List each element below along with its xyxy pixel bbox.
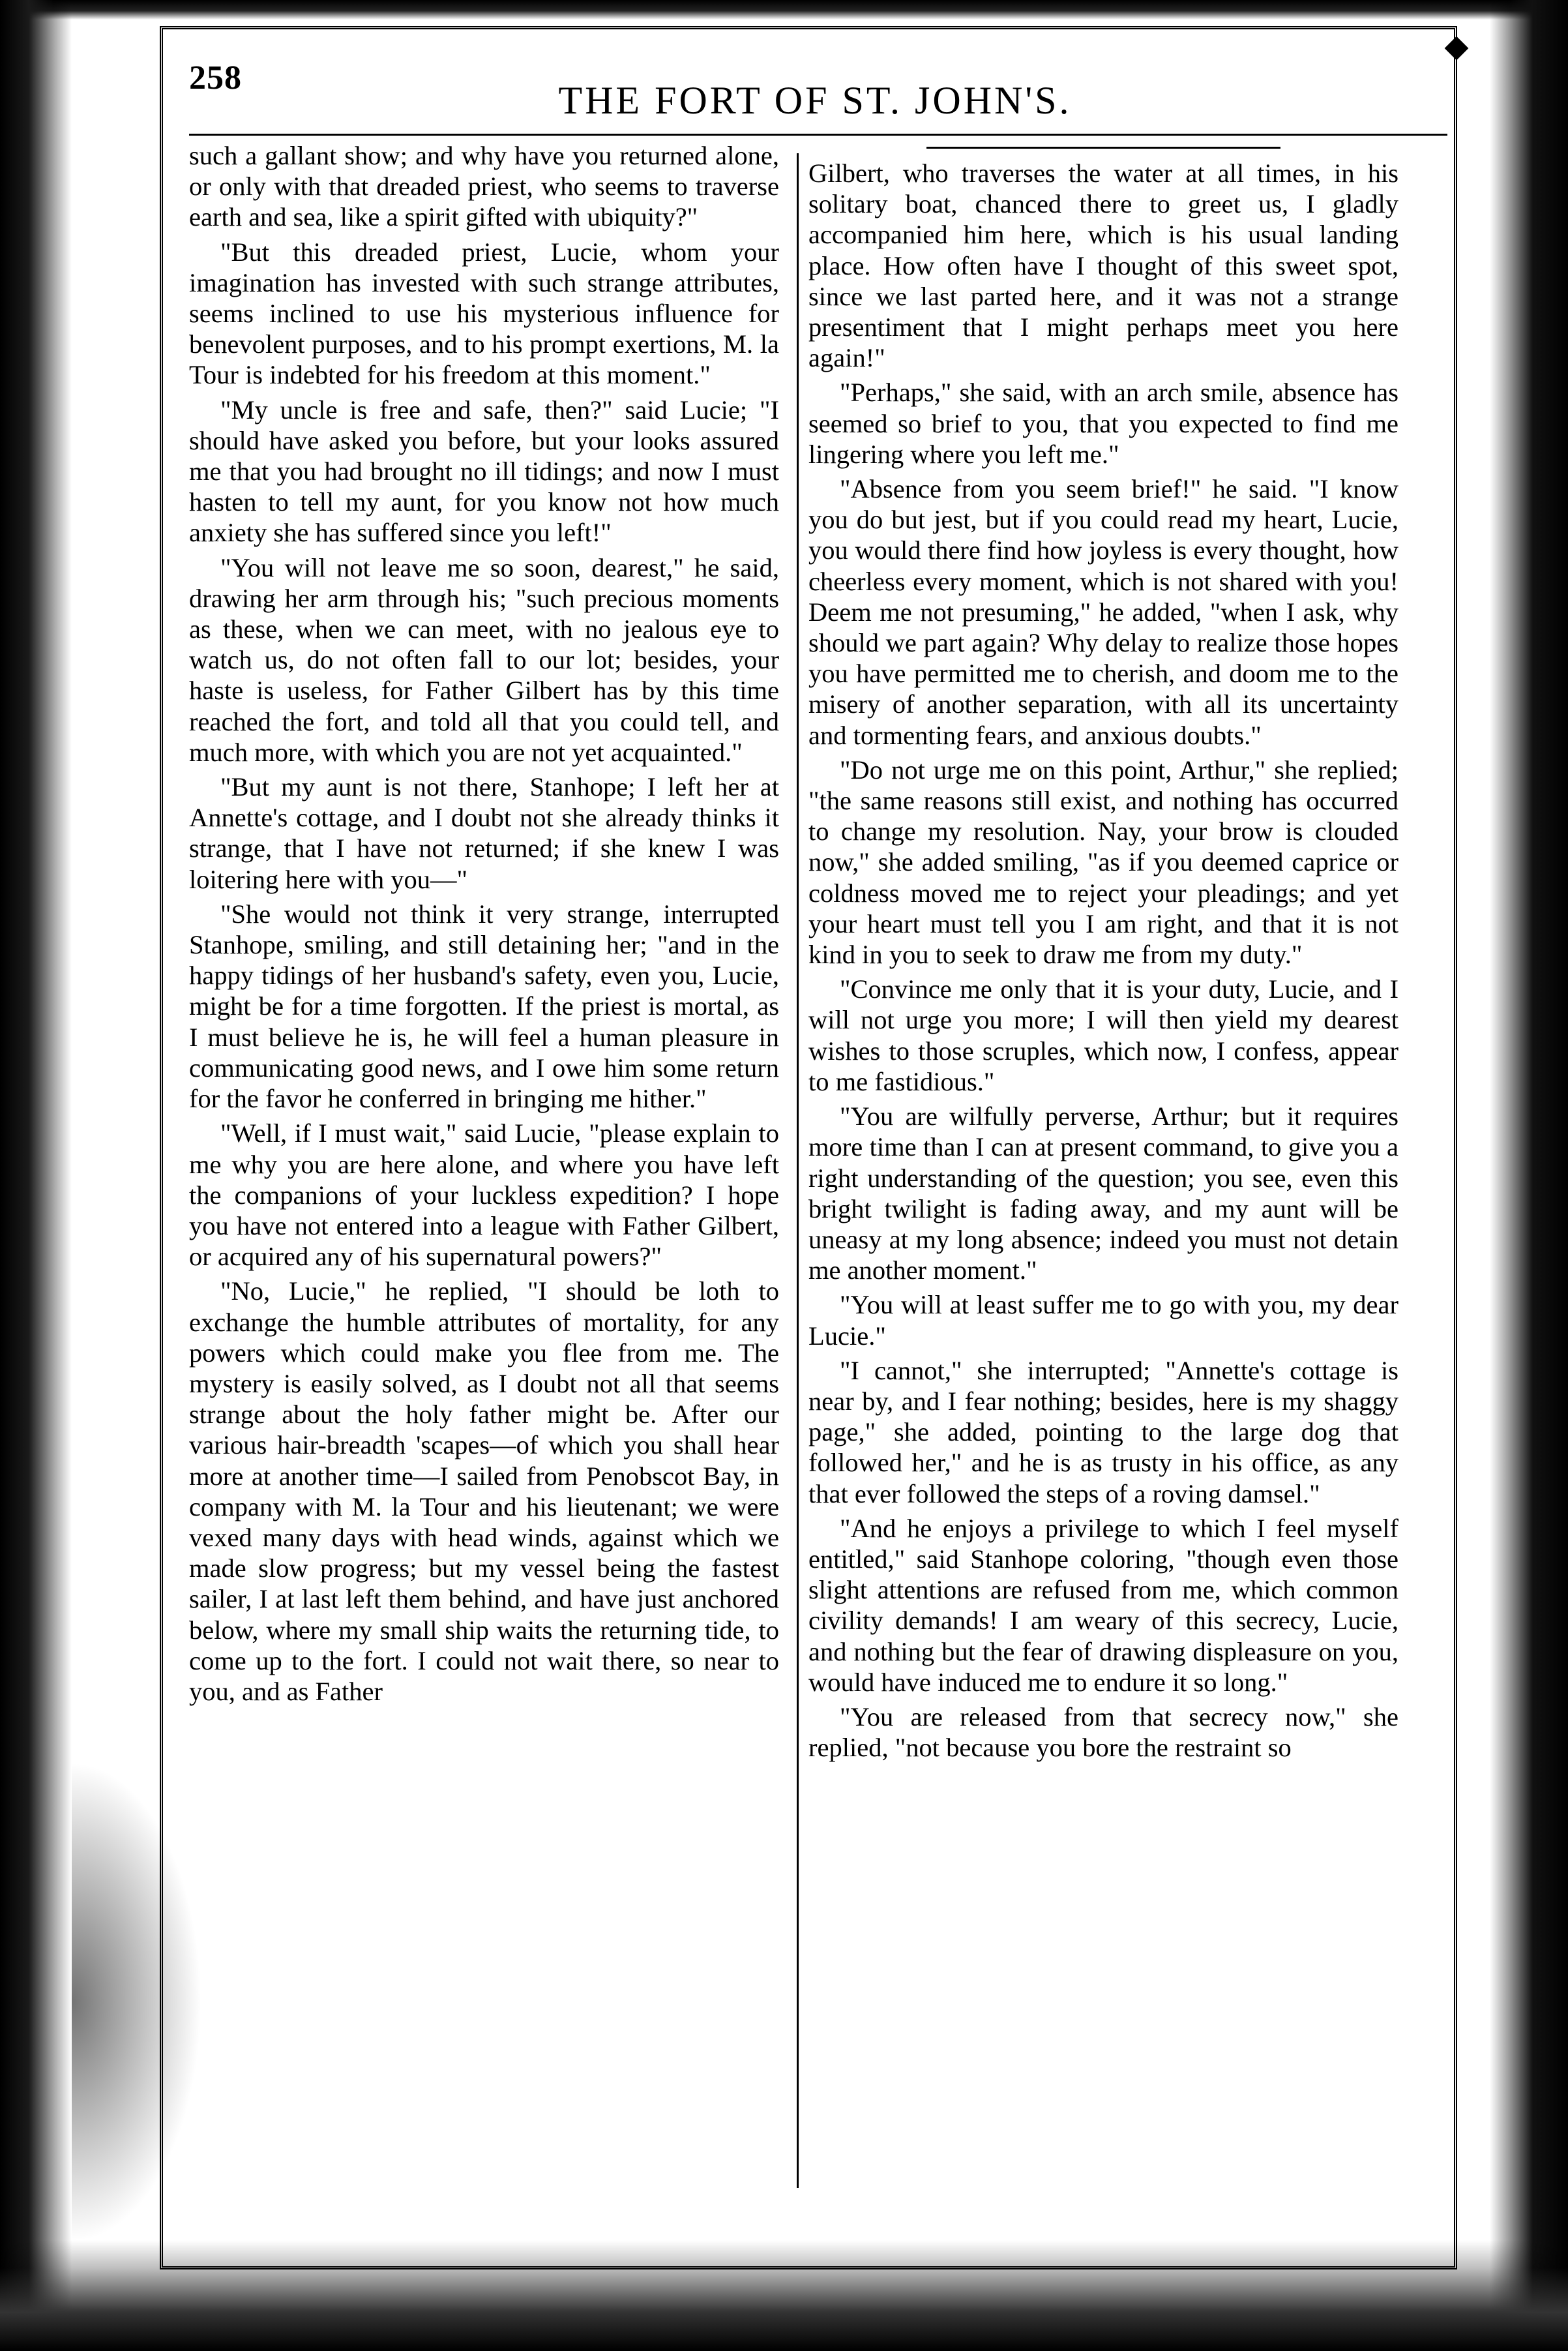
paragraph: Gilbert, who traverses the water at all times, in his solitary boat, chanced there to greet us, I gladly accompanied him here, which is his usual landing place. How often have I thought of this sweet spot, since we last parted here, and it was not a strange presentiment that I might perhaps meet you here again!" xyxy=(808,158,1398,373)
border-ornament xyxy=(1445,37,1469,61)
scan-edge-right xyxy=(1490,0,1568,2351)
paragraph: "No, Lucie," he replied, "I should be loth to exchange the humble attributes of mortality, for any powers which could make you flee from me. The mystery is easily solved, as I doubt not all that seems strange about the holy father might be. After our various hair-breadth 'scapes—of which you shall hear more at another time—I sailed from Penobscot Bay, in company with M. la Tour and his lieutenant; we were vexed many days with head winds, against which we made slow progress; but my vessel being the fastest sailer, I at last left them behind, and have just anchored below, where my small ship waits the returning tide, to come up to the fort. I could not wait there, so near to you, and as Father xyxy=(189,1276,779,1706)
column-divider xyxy=(797,153,799,2188)
paragraph: "She would not think it very strange, interrupted Stanhope, smiling, and still detaining her; "and in the happy tidings of her husband's safety, even you, Lucie, might be for a time forgotten. If the priest is mortal, as I must believe he is, he will feel a human pleasure in communicating good news, and I owe him some return for the favor he conferred in bringing me hither." xyxy=(189,899,779,1114)
paragraph: "But this dreaded priest, Lucie, whom your imagination has invested with such strange attributes, seems inclined to use his mysterious influence for benevolent purposes, and to his prompt exertions, M. la Tour is indebted for his freedom at this moment." xyxy=(189,237,779,390)
paragraph: "You are wilfully perverse, Arthur; but it requires more time than I can at present command, to give you a right understanding of the question; you see, even this bright twilight is fading away, and my aunt will be uneasy at my long absence; indeed you must not detain me another moment." xyxy=(808,1101,1398,1285)
paragraph: "I cannot," she interrupted; "Annette's cottage is near by, and I fear nothing; besides, here is my shaggy page," she added, pointing to the large dog that followed her," and he is as trusty in his office, as any that ever followed the steps of a roving damsel." xyxy=(808,1355,1398,1508)
scan-edge-top xyxy=(0,0,1568,20)
column-top-rule xyxy=(926,147,1280,149)
paragraph: "And he enjoys a privilege to which I feel myself entitled," said Stanhope coloring, "though even those slight attentions are refused from me, which common civility demands! I am weary of this secrecy, Lucie, and nothing but the fear of drawing displeasure on you, would have induced me to endure it so long." xyxy=(808,1513,1398,1697)
paragraph: "You are released from that secrecy now," she replied, "not because you bore the restraint so xyxy=(808,1701,1398,1763)
paragraph: "Do not urge me on this point, Arthur," she replied; "the same reasons still exist, and nothing has occurred to change my resolution. Nay, your brow is clouded now," she added smiling, "as if you deemed caprice or coldness moved me to reject your pleadings; and yet your heart must tell you I am right, and that it is not kind in you to seek to draw me from my duty." xyxy=(808,755,1398,970)
running-head: THE FORT OF ST. JOHN'S. xyxy=(558,79,1072,122)
paragraph: "My uncle is free and safe, then?" said Lucie; "I should have asked you before, but your looks assured me that you had brought no ill tidings; and now I must hasten to tell my aunt, for you know not how much anxiety she has suffered since you left!" xyxy=(189,395,779,548)
paragraph: such a gallant show; and why have you returned alone, or only with that dreaded priest, who seems to traverse earth and sea, like a spirit gifted with ubiquity?" xyxy=(189,141,779,232)
paragraph: "Perhaps," she said, with an arch smile, absence has seemed so brief to you, that you expected to find me lingering where you left me." xyxy=(808,378,1398,469)
scan-edge-left xyxy=(0,0,72,2351)
paragraph: "Well, if I must wait," said Lucie, "please explain to me why you are here alone, and where you have left the companions of your luckless expedition? I hope you have not entered into a league with Father Gilbert, or acquired any of his supernatural powers?" xyxy=(189,1118,779,1272)
paragraph: "But my aunt is not there, Stanhope; I left her at Annette's cottage, and I doubt not she already thinks it strange, that I have not returned; if she knew I was loitering here with you—" xyxy=(189,772,779,894)
left-column xyxy=(189,140,779,2214)
page-header xyxy=(189,59,1441,137)
header-rule xyxy=(189,134,1447,136)
paragraph: "Absence from you seem brief!" he said. "I know you do but jest, but if you could read my heart, Lucie, you would there find how joyless is every thought, how cheerless every moment, which is not shared with you! Deem me not presuming," he added, "when I ask, why should we part again? Why delay to realize those hopes you have permitted me to cherish, and doom me to the misery of another separation, with all its uncertainty and tormenting fears, and anxious doubts." xyxy=(808,474,1398,750)
paragraph: "You will not leave me so soon, dearest," he said, drawing her arm through his; "such precious moments as these, when we can meet, with no jealous eye to watch us, do not often fall to our lot; besides, your haste is useless, for Father Gilbert has by this time reached the fort, and told all that you could tell, and much more, with which you are not yet acquainted." xyxy=(189,552,779,767)
right-column xyxy=(808,140,1398,2214)
paragraph: "Convince me only that it is your duty, Lucie, and I will not urge you more; I will then yield my dearest wishes to those scruples, which now, I confess, appear to me fastidious." xyxy=(808,974,1398,1096)
paragraph: "You will at least suffer me to go with you, my dear Lucie." xyxy=(808,1290,1398,1351)
page-number: 258 xyxy=(189,59,242,97)
